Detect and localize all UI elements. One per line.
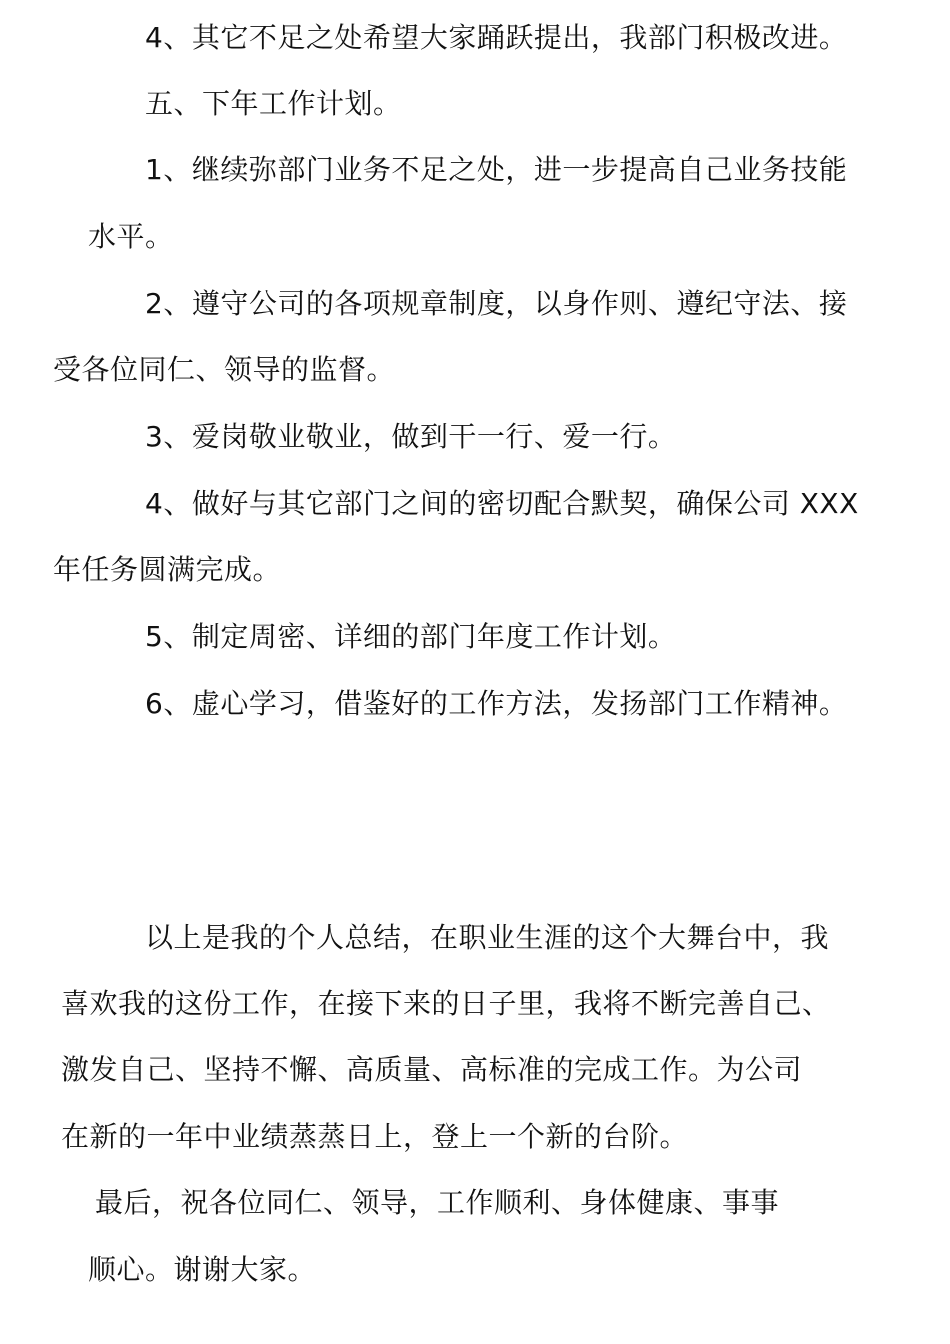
text-line: 在新的一年中业绩蒸蒸日上，登上一个新的台阶。 xyxy=(61,1120,689,1153)
text-line: 6、虚心学习，借鉴好的工作方法，发扬部门工作精神。 xyxy=(145,687,848,720)
text-line: 顺心。谢谢大家。 xyxy=(88,1253,317,1286)
text-line: 激发自己、坚持不懈、高质量、高标准的完成工作。为公司 xyxy=(61,1053,803,1086)
text-line: 3、爱岗敬业敬业，做到干一行、爱一行。 xyxy=(145,420,677,453)
text-line: 以上是我的个人总结，在职业生涯的这个大舞台中，我 xyxy=(145,921,830,954)
text-line: 4、做好与其它部门之间的密切配合默契，确保公司 XXX xyxy=(145,487,859,520)
text-line: 5、制定周密、详细的部门年度工作计划。 xyxy=(145,620,677,653)
text-line: 4、其它不足之处希望大家踊跃提出，我部门积极改进。 xyxy=(145,21,848,54)
text-line: 喜欢我的这份工作，在接下来的日子里，我将不断完善自己、 xyxy=(61,987,831,1020)
text-line: 1、继续弥部门业务不足之处，进一步提高自己业务技能 xyxy=(145,153,848,186)
text-line: 2、遵守公司的各项规章制度，以身作则、遵纪守法、接 xyxy=(145,287,848,320)
section-heading: 五、下年工作计划。 xyxy=(145,87,402,120)
text-line: 受各位同仁、领导的监督。 xyxy=(53,353,396,386)
text-line: 年任务圆满完成。 xyxy=(53,553,282,586)
text-line: 水平。 xyxy=(88,220,174,253)
text-line: 最后，祝各位同仁、领导，工作顺利、身体健康、事事 xyxy=(95,1186,780,1219)
